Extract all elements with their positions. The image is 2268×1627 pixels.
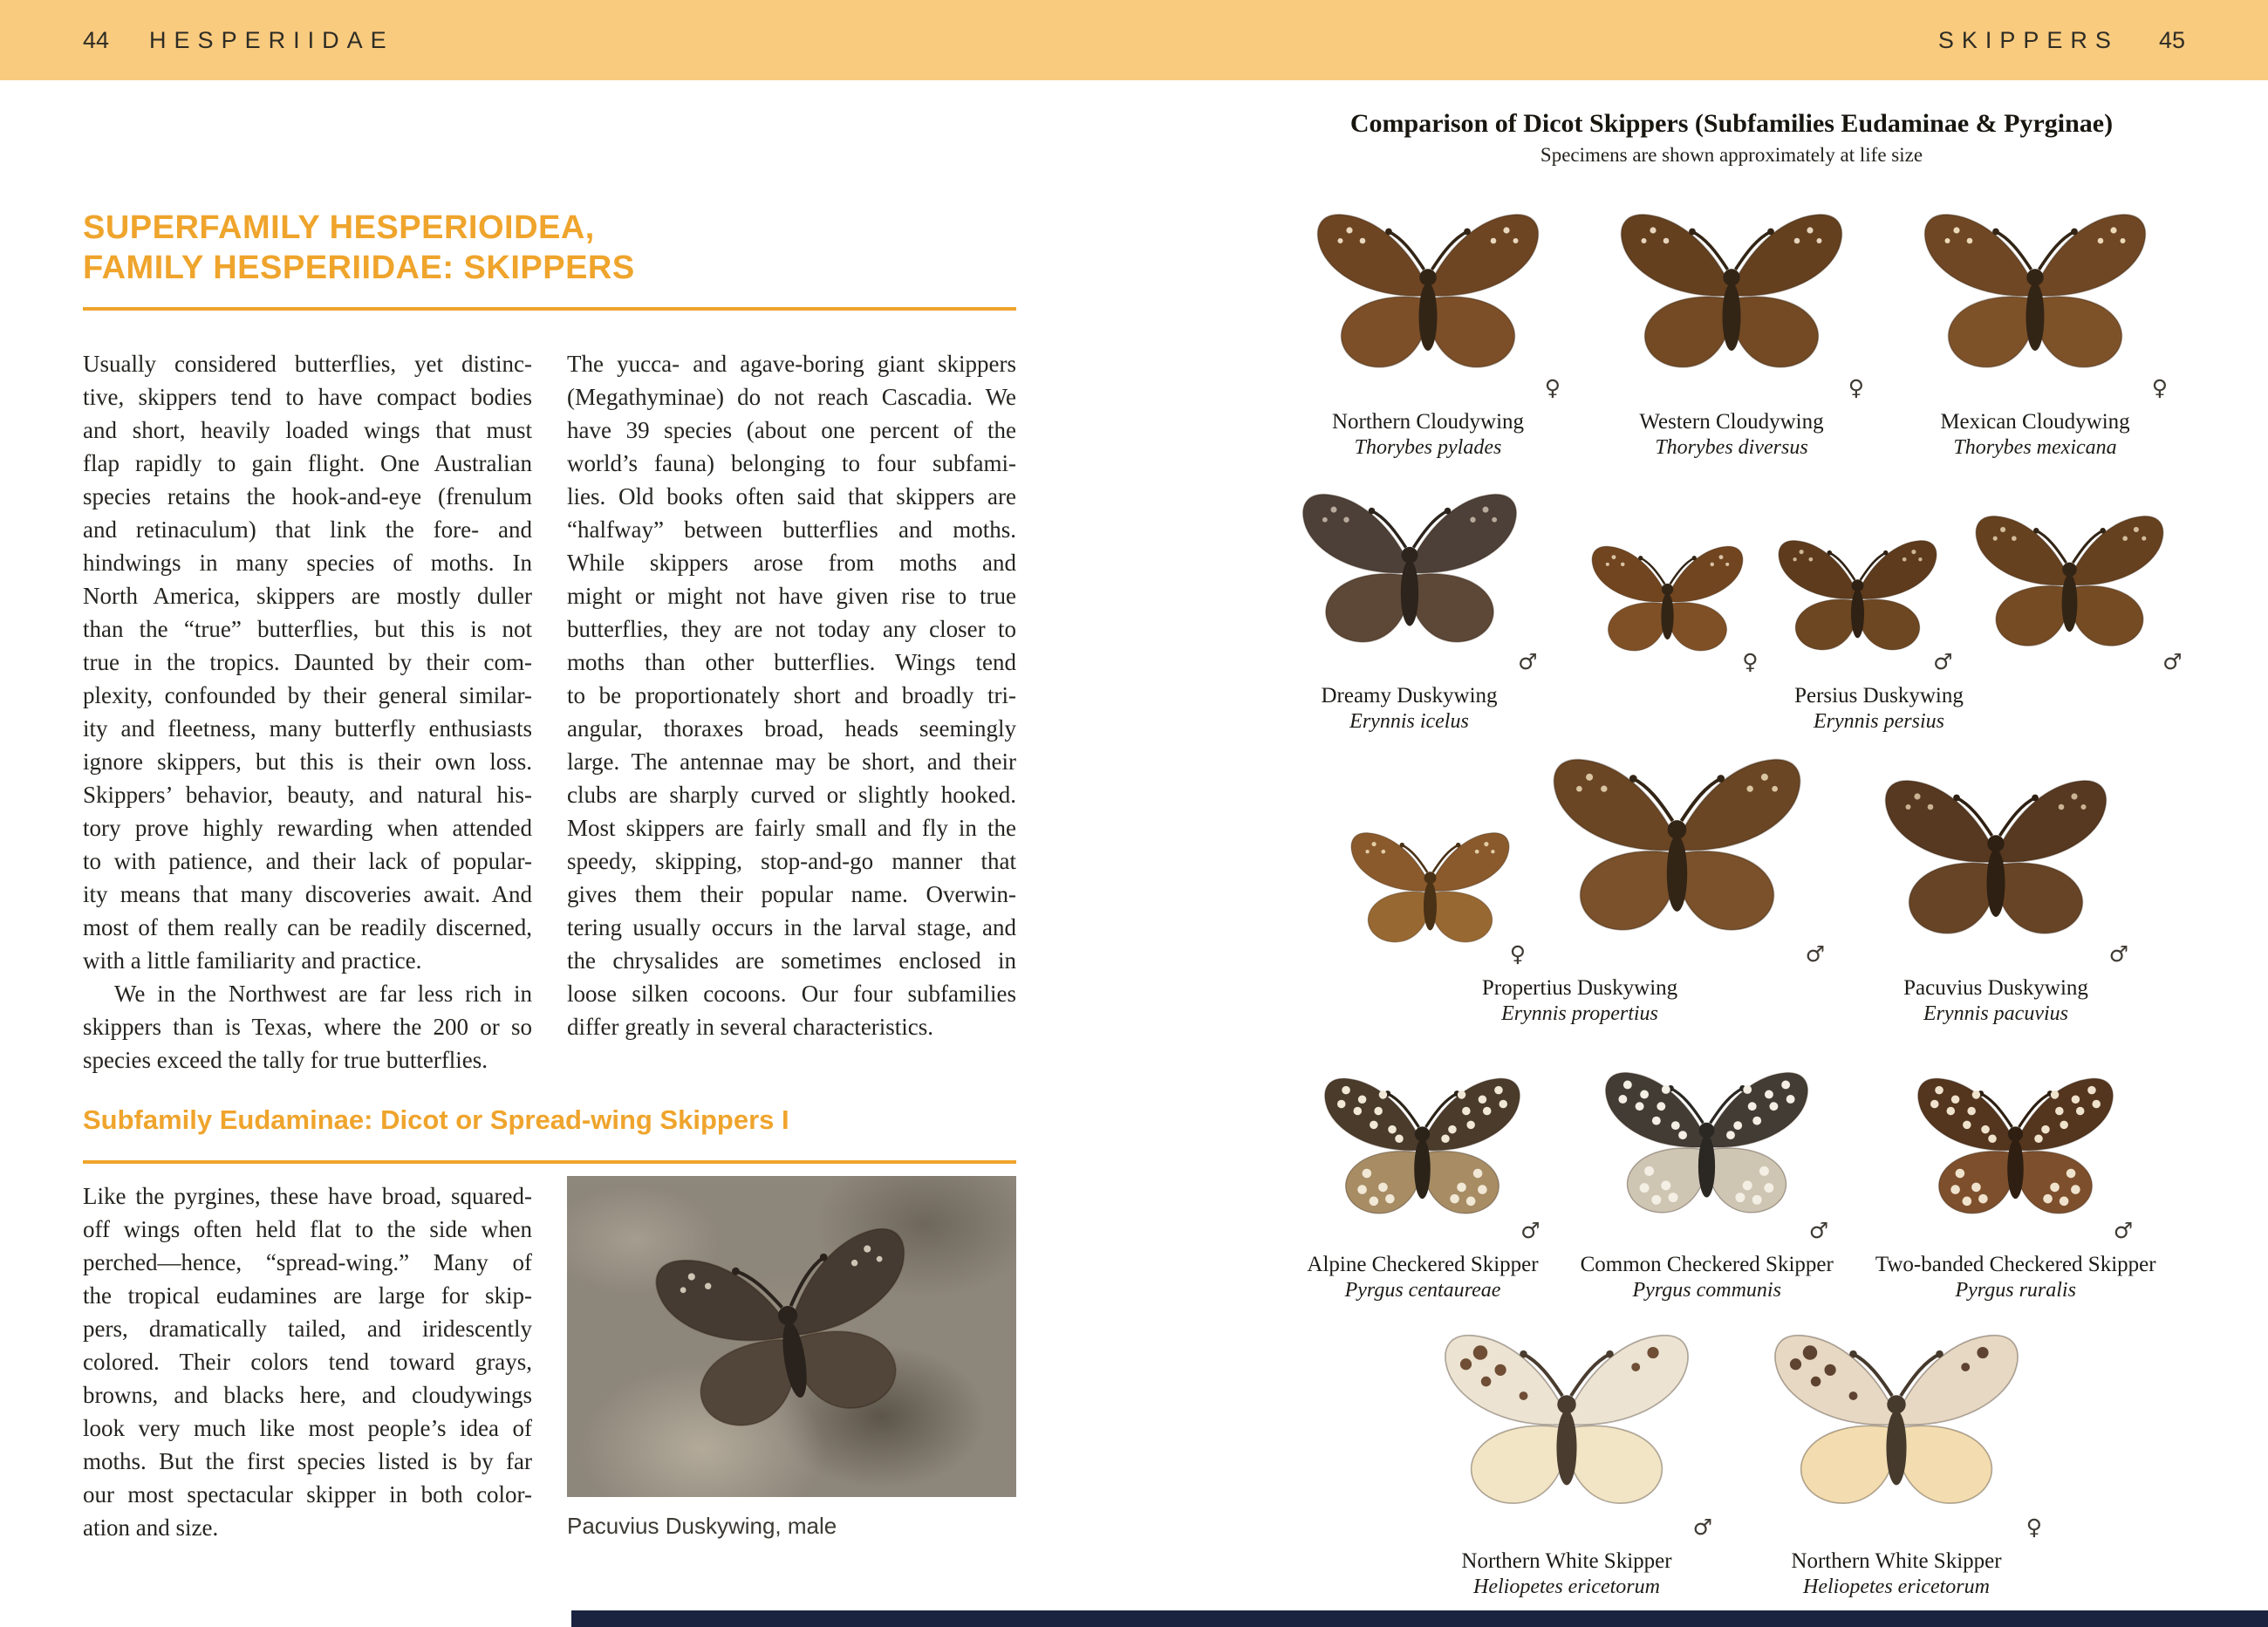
specimen-figure [1752, 1321, 2040, 1542]
text-line: and retinaculum) that link the fore- and [83, 516, 532, 543]
text-line: off wings often held flat to the side when [83, 1216, 532, 1242]
sex-symbol: ♂ [1692, 1514, 1712, 1541]
text-line: true in the tropics. Daunted by their com- [83, 649, 532, 675]
specimen-label [1321, 683, 1497, 735]
text-line: “halfway” between butterflies and moths. [567, 516, 1016, 543]
text-line: plexity, confounded by their general similar- [83, 682, 532, 708]
butterfly-illustration [1587, 1061, 1829, 1244]
specimen-figures [1587, 1061, 1827, 1245]
specimen-scientific-name: Pyrgus communis [1632, 1279, 1781, 1302]
text-line: perched—hence, “spread-wing.” Many of [83, 1249, 532, 1275]
sex-symbol: ♂ [1805, 940, 1825, 967]
text-line: lies. Old books often said that skippers are [567, 483, 1016, 509]
perched-butterfly-illustration [627, 1207, 955, 1478]
page-number-right: 45 [2158, 26, 2185, 53]
text-line: our most spectacular skipper in both color- [83, 1481, 532, 1507]
specimen-group [1423, 1321, 1711, 1600]
text-line: speedy, skipping, stop-and-go manner that [567, 848, 1016, 874]
text-line: than the “true” butterflies, but this is not [83, 616, 532, 642]
specimen-label [1581, 1252, 1834, 1303]
specimen-figure [1865, 768, 2127, 968]
text-line: Usually considered butterflies, yet distinc- [83, 351, 532, 377]
specimen-scientific-name: Heliopetes ericetorum [1803, 1576, 1990, 1599]
text-line: We in the Northwest are far less rich in [114, 981, 532, 1007]
specimen-figure [1601, 202, 1862, 402]
butterfly-illustration [1307, 1067, 1540, 1244]
specimen-figures [1307, 1067, 1538, 1245]
specimen-scientific-name: Thorybes mexicana [1953, 436, 2117, 459]
text-line: loose silken cocoons. Our four subfamilies [567, 981, 1016, 1007]
butterfly-illustration [1865, 768, 2128, 967]
specimen-scientific-name: Erynnis propertius [1501, 1001, 1658, 1025]
sex-symbol: ♀ [1509, 940, 1526, 967]
text-line: ignore skippers, but this is their own loss. [83, 749, 532, 775]
text-line: The yucca- and agave-boring giant skippers [567, 351, 1016, 377]
text-line: pers, dramatically tailed, and iridescently [83, 1316, 532, 1342]
specimen-scientific-name: Pyrgus centaureae [1344, 1279, 1501, 1302]
specimen-figure [1531, 745, 1823, 968]
specimen-figure [1307, 1067, 1538, 1245]
specimen-group [1904, 202, 2166, 461]
intro-column-2 [567, 347, 1016, 1043]
specimen-common-name: Dreamy Duskywing [1321, 683, 1498, 708]
specimen-figures [1904, 202, 2166, 402]
header-right [1938, 27, 2185, 54]
specimen-figure [1297, 202, 1559, 402]
specimen-group [1601, 202, 1862, 461]
butterfly-illustration [1531, 745, 1825, 967]
text-line: species retains the hook-and-eye (frenulum [83, 483, 532, 509]
specimen-figure [1587, 1061, 1827, 1245]
header-left [83, 27, 394, 54]
specimen-common-name: Two-banded Checkered Skipper [1875, 1253, 2156, 1277]
photo-caption: Pacuvius Duskywing, male [567, 1513, 837, 1539]
comparison-plate [1247, 109, 2216, 1600]
text-line: tory prove highly rewarding when attended [83, 815, 532, 841]
specimen-common-name: Northern White Skipper [1461, 1549, 1672, 1574]
sex-symbol: ♀ [1544, 375, 1561, 400]
pacuvius-photo [567, 1176, 1016, 1497]
plate-row [1247, 202, 2216, 461]
section-title-line1: SUPERFAMILY HESPERIOIDEA, [83, 209, 595, 246]
specimen-group [1283, 482, 1536, 735]
specimen-figure [1958, 505, 2181, 676]
specimen-common-name: Western Cloudywing [1639, 410, 1824, 434]
text-line: North America, skippers are mostly duller [83, 583, 532, 609]
text-line: browns, and blacks here, and cloudywings [83, 1382, 532, 1408]
butterfly-illustration [1900, 1067, 2134, 1244]
specimen-scientific-name: Erynnis pacuvius [1923, 1001, 2068, 1025]
text-line: tive, skippers tend to have compact bodies [83, 384, 532, 410]
text-line: have 39 species (about one percent of the [567, 417, 1016, 443]
text-line: moths than other butterflies. Wings tend [567, 649, 1016, 675]
title-rule [83, 307, 1016, 311]
section-title [83, 208, 635, 288]
text-line: with a little familiarity and practice. [83, 947, 422, 974]
intro-column-1 [83, 347, 532, 1077]
specimen-label [1875, 1252, 2156, 1303]
specimen-label [1940, 409, 2129, 461]
specimen-scientific-name: Thorybes diversus [1655, 436, 1808, 459]
text-line: Like the pyrgines, these have broad, squared- [83, 1183, 532, 1209]
specimen-figures [1865, 768, 2127, 968]
sex-symbol: ♂ [1518, 648, 1538, 674]
specimen-label [1332, 409, 1524, 461]
text-line: to be proportionately short and broadly tri- [567, 682, 1016, 708]
text-line: large. The antennae may be short, and their [567, 749, 1016, 775]
sex-symbol: ♂ [1808, 1218, 1829, 1244]
specimen-figure [1900, 1067, 2134, 1245]
butterfly-illustration [1297, 202, 1559, 398]
eudaminae-paragraph [83, 1179, 532, 1544]
specimen-label [1794, 683, 1964, 735]
specimen-scientific-name: Erynnis persius [1813, 709, 1944, 733]
subfamily-rule [83, 1160, 1016, 1164]
butterfly-illustration [1601, 202, 1862, 398]
butterfly-illustration [1336, 824, 1526, 967]
specimen-common-name: Propertius Duskywing [1481, 975, 1678, 1000]
plate-row [1247, 1321, 2216, 1600]
text-line: clubs are sharply curved or slightly hooked. [567, 782, 1016, 808]
specimen-label [1482, 975, 1677, 1027]
running-head-left: HESPERIIDAE [149, 26, 394, 53]
text-line: ation and size. [83, 1514, 219, 1541]
sex-symbol: ♀ [1742, 648, 1759, 674]
specimen-figure [1578, 537, 1757, 676]
specimen-figure [1283, 482, 1536, 676]
text-line: world’s fauna) belonging to four subfami- [567, 450, 1016, 476]
text-line: moths. But the first species listed is by far [83, 1448, 532, 1474]
sex-symbol: ♂ [2113, 1218, 2134, 1244]
specimen-figures [1283, 482, 1536, 676]
page-number-left: 44 [83, 26, 110, 53]
text-line: to with patience, and their lack of popular- [83, 848, 532, 874]
specimen-label [1307, 1252, 1538, 1303]
text-line: most of them really can be readily discerned, [83, 914, 532, 940]
specimen-figure [1423, 1321, 1711, 1542]
text-line: hindwings in many species of moths. In [83, 550, 532, 576]
text-line: look very much like most people’s idea of [83, 1415, 532, 1441]
sex-symbol: ♂ [1933, 648, 1953, 674]
specimen-figure [1764, 531, 1951, 676]
sex-symbol: ♀ [2025, 1514, 2042, 1541]
specimen-group [1578, 505, 2181, 735]
specimen-common-name: Pacuvius Duskywing [1903, 975, 2088, 1000]
text-line: Skippers’ behavior, beauty, and natural his- [83, 782, 532, 808]
text-line: ity means that many discoveries await. And [83, 881, 532, 907]
plate-row [1247, 482, 2216, 735]
text-line: gives them their popular name. Overwin- [567, 881, 1016, 907]
specimen-common-name: Persius Duskywing [1794, 683, 1964, 708]
specimen-scientific-name: Pyrgus ruralis [1955, 1279, 2076, 1302]
specimen-figure [1336, 824, 1524, 968]
text-line: colored. Their colors tend toward grays, [83, 1349, 532, 1375]
sex-symbol: ♀ [2151, 375, 2168, 400]
specimen-scientific-name: Erynnis icelus [1349, 709, 1469, 733]
plate-rows [1247, 202, 2216, 1600]
specimen-figures [1336, 745, 1823, 968]
text-line: differ greatly in several characteristics. [567, 1014, 934, 1040]
specimen-figures [1297, 202, 1559, 402]
specimen-common-name: Mexican Cloudywing [1940, 410, 2130, 434]
specimen-label [1791, 1548, 2001, 1600]
specimen-common-name: Northern White Skipper [1791, 1549, 2002, 1574]
sex-symbol: ♂ [2108, 940, 2128, 967]
sex-symbol: ♂ [1520, 1218, 1540, 1244]
text-line: tering usually occurs in the larval stage, and [567, 914, 1016, 940]
sex-symbol: ♂ [2162, 648, 2183, 674]
text-line: the chrysalides are sometimes enclosed in [567, 947, 1016, 974]
butterfly-illustration [1958, 505, 2181, 672]
text-line: angular, thoraxes broad, heads seemingly [567, 715, 1016, 742]
running-head-right: SKIPPERS [1937, 26, 2119, 53]
specimen-group [1581, 1061, 1834, 1303]
specimen-common-name: Northern Cloudywing [1331, 410, 1525, 434]
butterfly-illustration [1904, 202, 2166, 398]
specimen-label [1639, 409, 1823, 461]
plate-title: Comparison of Dicot Skippers (Subfamilies Eudaminae & Pyrginae) [1349, 109, 2114, 138]
text-line: Most skippers are fairly small and fly in the [567, 815, 1016, 841]
specimen-common-name: Common Checkered Skipper [1580, 1253, 1834, 1277]
specimen-figures [1578, 505, 2181, 676]
plate-subtitle: Specimens are shown approximately at life size [1540, 144, 1923, 166]
text-line: and short, heavily loaded wings that must [83, 417, 532, 443]
text-line: species exceed the tally for true butterflies. [83, 1047, 488, 1073]
specimen-figures [1423, 1321, 1711, 1542]
text-line: While skippers arose from moths and [567, 550, 1016, 576]
subfamily-heading: Subfamily Eudaminae: Dicot or Spread-wing Skippers I [83, 1104, 789, 1135]
specimen-figures [1601, 202, 1862, 402]
specimen-scientific-name: Heliopetes ericetorum [1473, 1576, 1660, 1599]
butterfly-illustration [1283, 482, 1536, 672]
specimen-group [1752, 1321, 2040, 1600]
plate-row [1247, 745, 2216, 1027]
specimen-group [1297, 202, 1559, 461]
specimen-figure [1904, 202, 2166, 402]
text-line: butterflies, they are not today any closer to [567, 616, 1016, 642]
specimen-group [1875, 1067, 2156, 1303]
specimen-label [1461, 1548, 1671, 1600]
specimen-common-name: Alpine Checkered Skipper [1307, 1253, 1539, 1277]
text-line: flap rapidly to gain flight. One Australian [83, 450, 532, 476]
butterfly-illustration [1423, 1321, 1712, 1541]
sex-symbol: ♀ [1848, 375, 1864, 400]
butterfly-illustration [1752, 1321, 2042, 1541]
footer-bar [571, 1610, 2268, 1627]
specimen-figures [1752, 1321, 2040, 1542]
section-title-line2: FAMILY HESPERIIDAE: SKIPPERS [83, 250, 635, 286]
plate-row [1247, 1061, 2216, 1303]
text-line: (Megathyminae) do not reach Cascadia. We [567, 384, 1016, 410]
butterfly-illustration [627, 1207, 955, 1473]
specimen-group [1307, 1067, 1538, 1303]
text-line: skippers than is Texas, where the 200 or so [83, 1014, 532, 1040]
specimen-figures [1900, 1067, 2134, 1245]
text-line: might or might not have given rise to true [567, 583, 1016, 609]
specimen-scientific-name: Thorybes pylades [1354, 436, 1502, 459]
specimen-label [1903, 975, 2088, 1027]
text-line: the tropical eudamines are large for skip- [83, 1282, 532, 1309]
butterfly-illustration [1578, 537, 1757, 672]
butterfly-illustration [1764, 531, 1951, 672]
specimen-group [1336, 745, 1823, 1027]
specimen-group [1865, 768, 2127, 1027]
page-header-band [0, 0, 2268, 80]
text-line: ity and fleetness, many butterfly enthusiasts [83, 715, 532, 742]
